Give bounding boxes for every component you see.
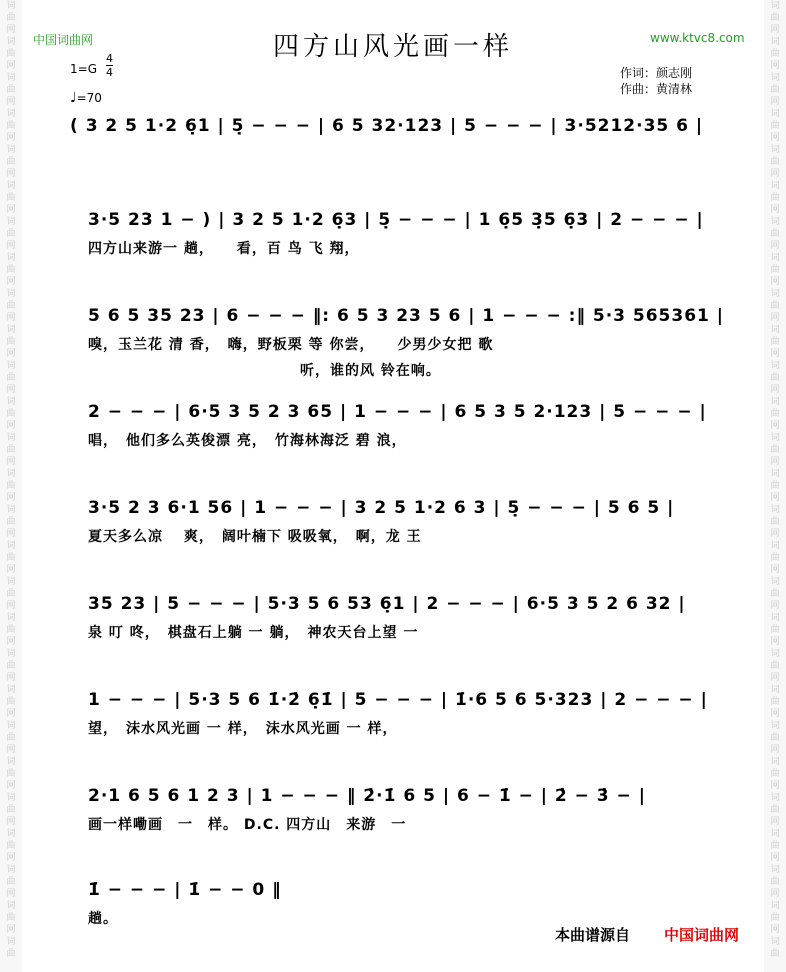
watermark-char: 词	[770, 289, 780, 299]
watermark-char: 词	[770, 901, 780, 911]
watermark-char: 曲	[6, 589, 16, 599]
watermark-char: 词	[770, 505, 780, 515]
watermark-char: 曲	[6, 13, 16, 23]
watermark-char: 曲	[770, 841, 780, 851]
watermark-char: 网	[6, 241, 16, 251]
watermark-char: 曲	[6, 49, 16, 59]
watermark-char: 词	[6, 73, 16, 83]
watermark-char: 网	[770, 925, 780, 935]
watermark-char: 网	[770, 673, 780, 683]
watermark-char: 词	[770, 217, 780, 227]
watermark-char: 曲	[770, 301, 780, 311]
watermark-char: 词	[6, 685, 16, 695]
watermark-char: 词	[770, 829, 780, 839]
site-url-right[interactable]: www.ktvc8.com	[650, 31, 745, 45]
watermark-char: 曲	[770, 373, 780, 383]
watermark-char: 词	[6, 217, 16, 227]
watermark-char: 词	[6, 289, 16, 299]
lyrics-row: 嗅，玉兰花 清 香， 嗨，野板栗 等 你尝， 少男少女把 歌	[88, 337, 494, 353]
watermark-char: 曲	[770, 589, 780, 599]
watermark-char: 网	[6, 61, 16, 71]
watermark-char: 曲	[770, 85, 780, 95]
notation-row: 1 − − − | 5·3 5 6 1̇·2̇ 6̣1̇ | 5 − − − | 1̇·6 5 6 5·323 | 2 − − − |	[88, 690, 708, 710]
watermark-char: 曲	[770, 913, 780, 923]
score-line	[0, 782, 786, 868]
watermark-char: 网	[770, 853, 780, 863]
watermark-char: 曲	[6, 193, 16, 203]
watermark-char: 网	[770, 385, 780, 395]
quarter-note-icon: ♩	[70, 90, 77, 106]
watermark-char: 词	[6, 829, 16, 839]
watermark-char: 网	[770, 313, 780, 323]
watermark-char: 曲	[770, 121, 780, 131]
watermark-char: 词	[770, 469, 780, 479]
notation-row: 35 23 | 5 − − − | 5·3 5 6 53 6̣1 | 2 − − − | 6·5 3 5 2 6 32 |	[88, 594, 686, 614]
watermark-char: 曲	[770, 553, 780, 563]
watermark-char: 网	[6, 493, 16, 503]
watermark-char: 词	[6, 613, 16, 623]
watermark-char: 曲	[6, 229, 16, 239]
watermark-char: 词	[770, 613, 780, 623]
lyrics-row: 夏天多么凉 爽， 阔叶楠下 吸吸氧， 啊，龙 王	[88, 529, 422, 545]
watermark-char: 曲	[770, 625, 780, 635]
score-line	[0, 686, 786, 772]
watermark-char: 曲	[6, 841, 16, 851]
watermark-char: 网	[6, 925, 16, 935]
lyricist-credit: 作词：颜志刚	[620, 66, 693, 80]
lyrics-row: 四方山来游一 趟， 看，百 鸟 飞 翔，	[88, 241, 360, 257]
watermark-char: 词	[6, 37, 16, 47]
key-signature: 1=G	[70, 62, 97, 76]
watermark-char: 网	[6, 169, 16, 179]
watermark-char: 曲	[770, 769, 780, 779]
watermark-char: 网	[770, 781, 780, 791]
watermark-char: 词	[6, 397, 16, 407]
watermark-char: 网	[770, 709, 780, 719]
watermark-char: 网	[6, 205, 16, 215]
watermark-char: 词	[770, 37, 780, 47]
watermark-char: 网	[770, 745, 780, 755]
watermark-char: 网	[6, 277, 16, 287]
watermark-char: 网	[6, 745, 16, 755]
watermark-char: 网	[6, 385, 16, 395]
watermark-char: 网	[6, 529, 16, 539]
watermark-char: 词	[6, 721, 16, 731]
watermark-char: 网	[770, 25, 780, 35]
score-line	[0, 590, 786, 676]
lyrics-row: 唱， 他们多么英俊漂 亮， 竹海林海泛 碧 浪，	[88, 433, 407, 449]
watermark-char: 网	[770, 421, 780, 431]
watermark-char: 词	[770, 793, 780, 803]
watermark-char: 词	[770, 541, 780, 551]
watermark-char: 曲	[770, 517, 780, 527]
watermark-char: 网	[770, 565, 780, 575]
watermark-char: 曲	[6, 337, 16, 347]
watermark-char: 网	[6, 457, 16, 467]
notation-row: 5 6 5 35 23 | 6 − − − ‖: 6 5 3 23 5 6 | 1 − − − :‖ 5·3 565361 |	[88, 306, 724, 326]
watermark-char: 曲	[6, 157, 16, 167]
watermark-char: 词	[6, 649, 16, 659]
watermark-char: 网	[770, 169, 780, 179]
watermark-char: 词	[770, 757, 780, 767]
watermark-char: 网	[6, 601, 16, 611]
notation-row: 2·1 6 5 6 1 2 3 | 1 − − − ‖ 2̇·1̇ 6 5 | 6 − 1̇ − | 2̇ − 3̇ − |	[88, 786, 646, 806]
watermark-char: 网	[770, 205, 780, 215]
watermark-char: 词	[770, 361, 780, 371]
watermark-char: 网	[770, 349, 780, 359]
watermark-char: 曲	[6, 85, 16, 95]
watermark-char: 网	[770, 493, 780, 503]
watermark-char: 网	[770, 241, 780, 251]
watermark-char: 曲	[6, 553, 16, 563]
watermark-char: 词	[770, 253, 780, 263]
watermark-char: 词	[770, 181, 780, 191]
notation-row: ( 3 2 5 1·2 6̣1 | 5̣ − − − | 6 5 32·123 | 5 − − − | 3·5212·35 6 |	[70, 116, 704, 136]
watermark-char: 曲	[6, 121, 16, 131]
watermark-char: 曲	[770, 805, 780, 815]
watermark-char: 曲	[770, 481, 780, 491]
watermark-char: 网	[6, 889, 16, 899]
source-label: 本曲谱源自	[555, 926, 631, 944]
watermark-char: 曲	[770, 265, 780, 275]
watermark-char: 网	[770, 637, 780, 647]
watermark-char: 曲	[6, 949, 16, 959]
watermark-char: 词	[6, 181, 16, 191]
watermark-char: 词	[6, 541, 16, 551]
watermark-char: 词	[6, 433, 16, 443]
watermark-char: 网	[770, 61, 780, 71]
watermark-char: 词	[770, 865, 780, 875]
watermark-char: 网	[6, 817, 16, 827]
watermark-char: 词	[6, 325, 16, 335]
watermark-char: 曲	[770, 661, 780, 671]
watermark-char: 曲	[6, 445, 16, 455]
watermark-char: 曲	[6, 517, 16, 527]
watermark-char: 网	[770, 133, 780, 143]
song-title: 四方山风光画一样	[272, 32, 513, 62]
source-site-link[interactable]: 中国词曲网	[664, 926, 740, 944]
notation-row: 1̇ − − − | 1̇ − − 0 ‖	[88, 880, 282, 900]
watermark-char: 曲	[6, 769, 16, 779]
watermark-char: 词	[770, 325, 780, 335]
time-top: 4	[106, 52, 113, 65]
notation-row: 2 − − − | 6·5 3 5 2 3 65 | 1 − − − | 6 5 3 5 2·123 | 5 − − − |	[88, 402, 707, 422]
watermark-char: 曲	[6, 625, 16, 635]
watermark-char: 词	[770, 109, 780, 119]
lyrics-row: 画一样嘞画 一 样。 D.C. 四方山 来游 一	[88, 817, 407, 833]
watermark-char: 曲	[6, 409, 16, 419]
watermark-char: 网	[6, 673, 16, 683]
watermark-char: 曲	[6, 913, 16, 923]
watermark-char: 网	[770, 889, 780, 899]
watermark-char: 曲	[770, 697, 780, 707]
watermark-char: 词	[770, 1, 780, 11]
notation-row: 3·5 2 3 6·1 56 | 1 − − − | 3 2 5 1·2 6 3 | 5̣ − − − | 5 6 5 |	[88, 498, 675, 518]
score-line	[0, 206, 786, 292]
watermark-char: 曲	[6, 481, 16, 491]
watermark-char: 词	[6, 145, 16, 155]
watermark-char: 曲	[6, 733, 16, 743]
score-line	[0, 494, 786, 580]
watermark-char: 网	[6, 133, 16, 143]
time-signature	[106, 52, 113, 79]
score-line	[0, 398, 786, 484]
watermark-char: 曲	[6, 661, 16, 671]
lyrics-row-second-verse: 听，谁的风 铃在响。	[300, 363, 441, 379]
watermark-char: 网	[6, 781, 16, 791]
watermark-char: 曲	[6, 301, 16, 311]
watermark-char: 词	[6, 109, 16, 119]
watermark-char: 网	[770, 277, 780, 287]
watermark-char: 词	[770, 577, 780, 587]
watermark-char: 网	[770, 601, 780, 611]
watermark-char: 网	[6, 97, 16, 107]
watermark-char: 曲	[770, 229, 780, 239]
watermark-char: 词	[770, 649, 780, 659]
watermark-char: 词	[770, 145, 780, 155]
watermark-char: 网	[6, 349, 16, 359]
watermark-char: 词	[770, 73, 780, 83]
watermark-char: 曲	[770, 733, 780, 743]
watermark-char: 词	[770, 433, 780, 443]
watermark-char: 曲	[6, 805, 16, 815]
watermark-char: 曲	[6, 265, 16, 275]
watermark-char: 词	[6, 865, 16, 875]
watermark-char: 词	[770, 937, 780, 947]
lyrics-row: 趟。	[88, 911, 118, 927]
watermark-char: 词	[6, 469, 16, 479]
watermark-char: 词	[6, 937, 16, 947]
watermark-char: 网	[770, 97, 780, 107]
watermark-char: 词	[6, 793, 16, 803]
tempo-value: =70	[76, 91, 102, 105]
watermark-char: 网	[6, 637, 16, 647]
watermark-char: 曲	[770, 193, 780, 203]
notation-row: 3·5 23 1 − ) | 3 2 5 1·2 6̣3 | 5̣ − − − | 1 6̣5 3̣5 6̣3 | 2 − − − |	[88, 210, 704, 230]
score-line	[0, 876, 786, 962]
watermark-char: 词	[6, 505, 16, 515]
watermark-char: 曲	[770, 949, 780, 959]
time-bottom: 4	[106, 66, 113, 79]
watermark-char: 网	[6, 25, 16, 35]
watermark-char: 网	[6, 853, 16, 863]
tempo-marking	[70, 90, 102, 106]
watermark-char: 网	[6, 313, 16, 323]
watermark-char: 曲	[6, 697, 16, 707]
watermark-char: 网	[6, 709, 16, 719]
watermark-char: 网	[6, 421, 16, 431]
watermark-char: 词	[770, 721, 780, 731]
watermark-char: 词	[6, 577, 16, 587]
watermark-char: 曲	[770, 445, 780, 455]
score-line	[0, 302, 786, 388]
lyrics-row: 泉 叮 咚， 棋盘石上躺 一 躺， 神农天台上望 一	[88, 625, 419, 641]
watermark-char: 词	[6, 361, 16, 371]
watermark-char: 词	[6, 757, 16, 767]
watermark-char: 曲	[770, 877, 780, 887]
watermark-char: 曲	[6, 373, 16, 383]
composer-credit: 作曲：黄清林	[620, 82, 693, 96]
site-logo-left[interactable]: 中国词曲网	[33, 33, 94, 47]
watermark-char: 网	[770, 529, 780, 539]
watermark-char: 词	[770, 397, 780, 407]
watermark-char: 网	[770, 457, 780, 467]
watermark-char: 曲	[770, 157, 780, 167]
score-line	[0, 112, 786, 198]
watermark-char: 曲	[770, 49, 780, 59]
watermark-char: 曲	[770, 13, 780, 23]
watermark-char: 曲	[770, 337, 780, 347]
watermark-char: 词	[6, 1, 16, 11]
watermark-char: 网	[6, 565, 16, 575]
watermark-char: 曲	[6, 877, 16, 887]
watermark-char: 网	[770, 817, 780, 827]
watermark-char: 词	[6, 901, 16, 911]
lyrics-row: 望， 沫水风光画 一 样， 沫水风光画 一 样，	[88, 721, 398, 737]
watermark-char: 词	[770, 685, 780, 695]
watermark-char: 曲	[770, 409, 780, 419]
watermark-char: 词	[6, 253, 16, 263]
